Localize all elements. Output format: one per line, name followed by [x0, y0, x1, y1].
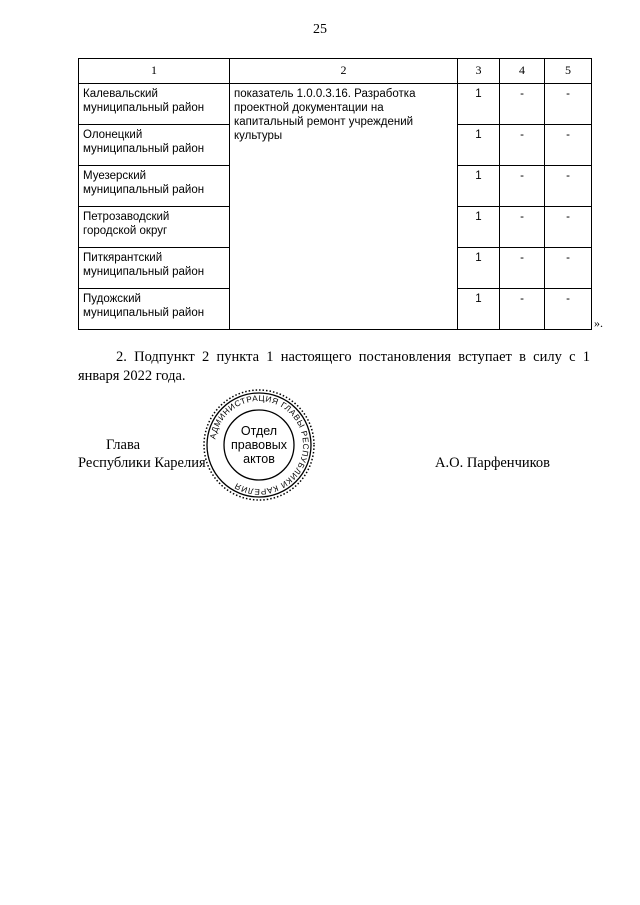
value-cell: - — [500, 289, 545, 330]
value-cell: - — [545, 207, 592, 248]
header-cell: 5 — [545, 59, 592, 84]
official-stamp — [202, 388, 316, 502]
table-header-row — [79, 59, 592, 84]
value-cell: - — [500, 248, 545, 289]
value-cell: - — [545, 289, 592, 330]
stamp-ring-text: АДМИНИСТРАЦИЯ ГЛАВЫ РЕСПУБЛИКИ КАРЕЛИЯ — [208, 393, 311, 497]
value-cell: - — [500, 207, 545, 248]
district-cell: Муезерский муниципальный район — [79, 166, 230, 207]
header-cell: 4 — [500, 59, 545, 84]
value-cell: - — [545, 248, 592, 289]
value-cell: - — [545, 166, 592, 207]
indicator-cell: показатель 1.0.0.3.16. Разработка проектной документации на капитальный ремонт учреждений культуры — [230, 84, 458, 330]
district-cell: Пудожский муниципальный район — [79, 289, 230, 330]
data-table — [78, 58, 592, 330]
signature-name: А.О. Парфенчиков — [435, 455, 551, 471]
page-number: 25 — [313, 22, 327, 37]
district-cell: Петрозаводский городской округ — [79, 207, 230, 248]
value-cell: - — [500, 84, 545, 125]
header-cell: 1 — [79, 59, 230, 84]
stamp-line2: правовых — [231, 438, 287, 452]
value-cell: 1 — [458, 84, 500, 125]
district-cell: Олонецкий муниципальный район — [79, 125, 230, 166]
header-cell: 2 — [230, 59, 458, 84]
value-cell: - — [545, 125, 592, 166]
value-cell: 1 — [458, 166, 500, 207]
closing-quote: ». — [594, 316, 603, 330]
value-cell: 1 — [458, 125, 500, 166]
stamp-line3: актов — [243, 452, 275, 466]
signature-title-line1: Глава — [106, 437, 141, 453]
signature-title-line2: Республики Карелия — [78, 455, 206, 471]
table-row — [79, 84, 592, 125]
district-cell: Калевальский муниципальный район — [79, 84, 230, 125]
value-cell: - — [500, 125, 545, 166]
header-cell: 3 — [458, 59, 500, 84]
district-cell: Питкярантский муниципальный район — [79, 248, 230, 289]
stamp-line1: Отдел — [240, 424, 278, 438]
value-cell: 1 — [458, 248, 500, 289]
value-cell: 1 — [458, 207, 500, 248]
value-cell: 1 — [458, 289, 500, 330]
value-cell: - — [545, 84, 592, 125]
paragraph-text: 2. Подпункт 2 пункта 1 настоящего постановления вступает в силу с 1 января 2022 года. — [78, 349, 590, 384]
value-cell: - — [500, 166, 545, 207]
